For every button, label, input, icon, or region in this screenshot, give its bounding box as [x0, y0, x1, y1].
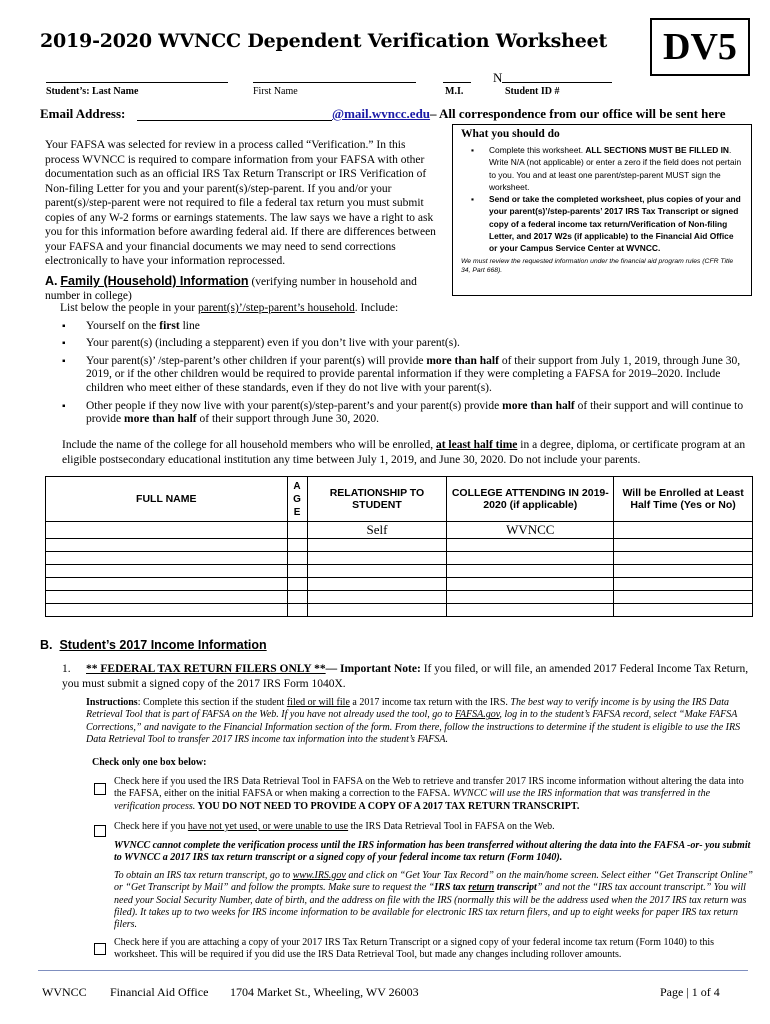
footer-org: WVNCC [42, 985, 87, 999]
cell-college: WVNCC [447, 522, 614, 539]
option-3-text: Check here if you are attaching a copy of your 2017 IRS Tax Return Transcript or a signed copy of your federal income tax return (Form 1040) to this worksheet. This will be required if you did use the IRS Data Retrieval Tool, but made any changes including rollover amounts. [114, 937, 715, 961]
section-a-heading: A. Family (Household) Information (verifying number in household and number in college) [45, 274, 417, 302]
instructions: Instructions: Complete this section if the student filed or will file a 2017 income tax return with the IRS. The best way to verify income is by using the IRS Data Retrieval Tool that is part of FAFSA on the Web. If you have not already used the tool, go to FAFSA.gov, log in to the student’s FAFSA record, select “Make FAFSA Corrections,” and navigate to the Financial Information section of the form. From there, follow the instructions to determine if the student is eligible to use the IRS Data Retrieval Tool to transfer 2017 IRS income tax information into the student’s FAFSA. [86, 697, 741, 746]
table-row[interactable] [46, 565, 753, 578]
student-id-label: Student ID # [505, 86, 560, 97]
col-enrolled: Will be Enrolled at Least Half Time (Yes or No) [614, 477, 753, 522]
list-intro: List below the people in your parent(s)’/step-parent’s household. Include: [60, 302, 399, 314]
check-only-label: Check only one box below: [92, 757, 207, 768]
cfr-note: We must review the requested information under the financial aid program rules (CFR Title 34, Part 668). [461, 257, 734, 274]
student-id-field[interactable] [502, 82, 612, 83]
what-list [461, 144, 743, 255]
first-name-label: First Name [253, 86, 298, 97]
email-field[interactable] [137, 120, 332, 121]
list-item: ▪ Other people if they now live with your parent(s)/step-parent’s and your parent(s) provide more than half of their support and will continue to provide more than half of their support through June 30, 2020. [62, 400, 752, 427]
what-item: ▪ Send or take the completed worksheet, plus copies of your and your parent(s)’/step-parents’ 2017 IRS Tax Transcript or signed copy of a federal income tax return/Verification of Non-filing Letter, and 2017 W2s (if applicable) to the Financial Aid Office or your Campus Service Center at WVNCC. [475, 193, 743, 254]
table-row[interactable] [46, 552, 753, 565]
footer-office: Financial Aid Office [110, 985, 209, 999]
col-age: A G E [287, 477, 307, 522]
col-relationship: RELATIONSHIP TO STUDENT [307, 477, 447, 522]
cell-relationship: Self [307, 522, 447, 539]
footer-page: Page | 1 of 4 [660, 985, 720, 999]
list-item: ▪ Your parent(s) (including a stepparent) even if you don’t live with your parent(s). [62, 337, 752, 351]
last-name-field[interactable] [46, 82, 228, 83]
first-name-field[interactable] [253, 82, 416, 83]
table-row[interactable] [46, 591, 753, 604]
option-2-transcript-info: To obtain an IRS tax return transcript, go to www.IRS.gov and click on “Get Your Tax Record” on the main/home screen. Select either “Get Transcript Online” or “Get Transcript by Mail” and follow the prompts. Make sure to request the “IRS tax return transcript” and not the “IRS tax account transcript.” You will need your Social Security Number, date of birth, and the address on file with the IRS (normally this will be the address used when the 2017 IRS tax return was filed). It takes up to two weeks for IRS income information to be available for electronic IRS tax return filers, and up to eight weeks for paper IRS tax return filers. [114, 870, 753, 931]
option-2-text: Check here if you have not yet used, or were unable to use the IRS Data Retrieval Tool in FAFSA on the Web. [114, 821, 555, 832]
last-name-label: Student’s: Last Name [46, 86, 139, 97]
what-item: ▪ Complete this worksheet. ALL SECTIONS MUST BE FILLED IN. Write N/A (not applicable) or enter a zero if the field does not pertain to you. You and at least one parent/step-parent MUST sign the worksheet. [475, 144, 743, 193]
email-label: Email Address: [40, 106, 126, 121]
cell-age[interactable] [287, 522, 307, 539]
list-item: ▪ Yourself on the first line [62, 320, 752, 334]
list-item: ▪ Your parent(s)’ /step-parent’s other children if your parent(s) will provide more than half of their support from July 1, 2019, through June 30, 2019, or if the other children would be required to provide parental information if they were completing a FAFSA for 2019–2020. Include children who meet either of these standards, even if they do not live with your parent(s). [62, 355, 752, 396]
cell-name[interactable] [46, 522, 288, 539]
col-college: COLLEGE ATTENDING IN 2019-2020 (if applicable) [447, 477, 614, 522]
option-2-checkbox[interactable] [94, 825, 106, 837]
federal-filers-item: 1. ** FEDERAL TAX RETURN FILERS ONLY **— Important Note: If you filed, or will file, an amended 2017 Federal Income Tax Return, you must submit a signed copy of the 2017 IRS Form 1040X. [62, 663, 749, 690]
cell-enrolled[interactable] [614, 522, 753, 539]
form-code-badge: DV5 [650, 18, 750, 76]
option-1-checkbox[interactable] [94, 783, 106, 795]
footer-address: 1704 Market St., Wheeling, WV 26003 [230, 985, 419, 999]
college-note: Include the name of the college for all household members who will be enrolled, at least half time in a degree, diploma, or certificate program at an eligible postsecondary educational institution any time between July 1, 2019, and June 30, 2020. Do not include your parents. [62, 439, 746, 466]
email-domain: @mail.wvncc.edu [332, 106, 431, 121]
mi-label: M.I. [445, 86, 464, 97]
table-row[interactable] [46, 578, 753, 591]
option-2-warning: WVNCC cannot complete the verification process until the IRS information has been transferred without altering the data into the FAFSA -or- you submit to WVNCC a 2017 IRS tax return transcript or a signed copy of your federal income tax return (Form 1040). [114, 840, 751, 864]
table-header-row [46, 477, 753, 522]
n-prefix: N [493, 70, 503, 85]
col-full-name: FULL NAME [46, 477, 288, 522]
mi-field[interactable] [443, 82, 471, 83]
page-title: 2019-2020 WVNCC Dependent Verification Worksheet [40, 30, 608, 52]
household-table [45, 476, 753, 617]
footer-divider [38, 970, 748, 971]
what-you-should-do-box [452, 124, 752, 296]
email-note: – All correspondence from our office will be sent here [430, 106, 726, 121]
section-b-heading: B. Student’s 2017 Income Information [40, 638, 267, 652]
what-title: What you should do [461, 128, 560, 140]
table-row [46, 522, 753, 539]
option-1-text: Check here if you used the IRS Data Retrieval Tool in FAFSA on the Web to retrieve and transfer 2017 IRS income information without altering the data into the FAFSA, either on the initial FAFSA or when making a correction to the FAFSA. WVNCC will use the IRS information that was transferred in the verification process. YOU DO NOT NEED TO PROVIDE A COPY OF A 2017 TAX RETURN TRANSCRIPT. [114, 776, 744, 812]
section-a-list [62, 302, 752, 431]
option-3-checkbox[interactable] [94, 943, 106, 955]
table-row[interactable] [46, 539, 753, 552]
table-row[interactable] [46, 604, 753, 617]
intro-paragraph: Your FAFSA was selected for review in a process called “Verification.” In this process WVNCC is required to compare information from your FAFSA with other documentation such as an official IRS Tax Return Transcript or IRS Verification of Non-filing Letter for you and your parent(s)/step-parent. If you and/or your parent(s)/step-parent were not required to file a federal tax return you must submit copies of any W-2 forms or earnings statements. The law says we have a right to ask you for this information before awarding federal aid. If there are differences between your FAFSA and your financial documents we may need to send corrections electronically to have your information reprocessed. [45, 139, 436, 267]
